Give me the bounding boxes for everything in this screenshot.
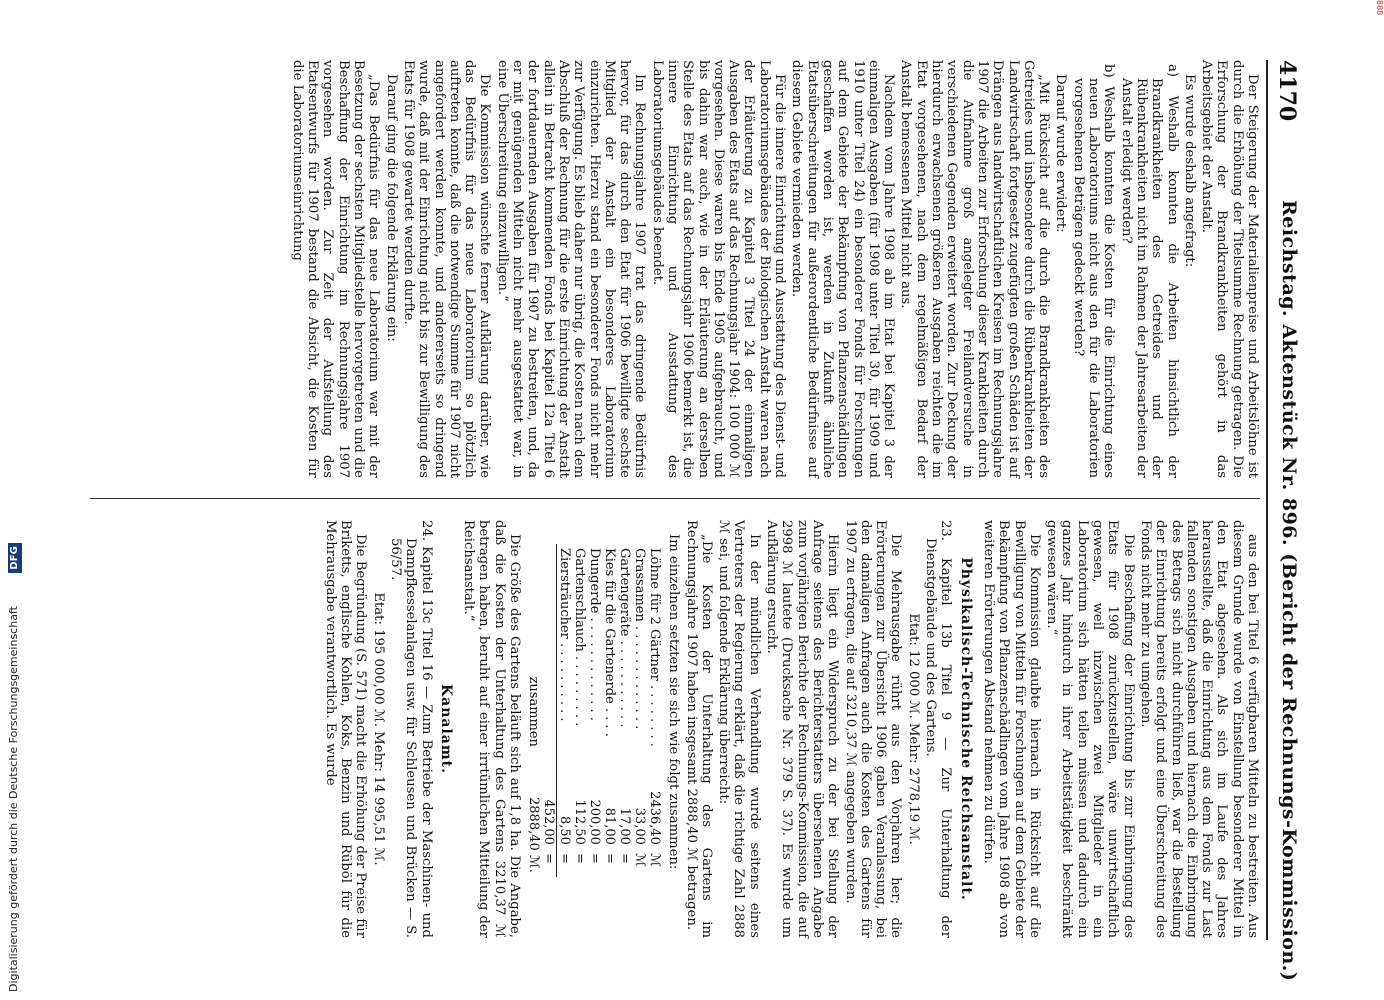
cost-label: Gartengeräte . . . . . . . . . . . [617, 548, 633, 728]
cost-row [632, 544, 647, 877]
cost-unit: = [572, 852, 588, 864]
cost-row [572, 544, 587, 877]
cost-row [602, 544, 617, 877]
cost-unit: = [587, 852, 603, 864]
paragraph: Im Rechnungsjahre 1907 trat das dringende Bedürfnis hervor, für das durch den Etat für 1906 bewilligte sechste Mitglied der Anstalt ein besonderes Laboratorium einzurichten. Hierzu stand ein besonderer Fonds nicht mehr zur Verfügung. Es blieb daher nur übrig, die Kosten nach dem Abschluß der Rechnung für die erste Einrichtung der Anstalt allein in Betracht kommenden Fonds bei Kapitel 12a Titel 6 der fortdauernden Ausgaben für 1907 zu bestreiten, und, da er mit genügenden Mitteln nicht mehr ausgestattet war, in eine Überschreitung einzuwilligen.“ [494, 60, 648, 478]
cost-amount: 17,00 [617, 807, 633, 845]
paragraph: „Die Kosten der Unterhaltung des Gartens im Rechnungsjahre 1907 haben insgesamt 2888,40 ℳ betragen. [683, 520, 714, 938]
cost-table [526, 544, 662, 877]
cost-unit: = [557, 852, 573, 864]
cost-label: Löhne für 2 Gärtner . . . . . . . . [647, 548, 663, 747]
section-heading: Kanalamt. [437, 683, 454, 775]
etat-line-23: Etat: 12 000 ℳ. Mehr: 2778,19 ℳ. [905, 613, 921, 845]
cost-unit: = [602, 852, 618, 864]
paragraph: Die Größe des Gartens beläuft sich auf 1,8 ha. Die Angabe, daß die Kosten der Unterhaltung des Gartens 3210,37 ℳ betragen haben, beruht auf einer irrtümlichen Mitteilung der Reichsanstalt.“ [461, 520, 523, 938]
paragraph: aus den bei Titel 6 verfügbaren Mitteln zu bestreiten. Aus diesem Grunde wurde von Einstellung besonderer Mittel in den Etat abgesehen. Als sich im Laufe des Jahres herausstellte, daß die Einrichtung aus dem Fonds zur Last fallenden sonstigen Ausgaben und hiernach die Einbringung des Betrags sich nicht durchführen ließ, war die Bestellung der Einrichtung bereits erfolgt und eine Überschreitung des Fonds nicht mehr zu umgehen. [1137, 520, 1260, 938]
header-rule [1266, 60, 1268, 940]
page-number: 4170 [1274, 60, 1300, 122]
paragraph: Der Steigerung der Materialienpreise und Arbeitslöhne ist durch die Erhöhung der Titelsumme Rechnung getragen. Die Erforschung der Brandkrankheiten gehört in das Arbeitsgebiet der Anstalt. [1199, 60, 1260, 478]
cost-row [617, 544, 632, 877]
cost-label: Ziersträucher . . . . . . . . . . [557, 548, 573, 722]
section-heading: Physikalisch-Technische Reichsanstalt. [957, 557, 974, 901]
column-divider [90, 498, 1260, 499]
corner-page-id: 888 [1375, 0, 1384, 16]
cost-amount: 81,00 [602, 807, 618, 845]
paragraph: Für die innere Einrichtung und Ausstattung des Dienst- und Laboratoriumsgebäudes der Biologischen Anstalt waren nach der Erläuterung zu Kapitel 3 Titel 24 der einmaligen Ausgaben des Etats auf das Rechnungsjahr 1904: 100 000 ℳ vorgesehen. Diese waren bis Ende 1905 aufgebraucht, und bis dahin war auch, wie in der Erläuterung an derselben Stelle des Etats auf das Rechnungsjahr 1906 bemerkt ist, die innere Einrichtung und Ausstattung des Laboratoriumsgebäudes beendet. [649, 60, 788, 478]
cost-amount: 200,00 [587, 799, 603, 845]
paragraph: Darauf ging die folgende Erklärung ein: [383, 74, 399, 342]
paragraph: Die Begründung (S. 571) macht die Erhöhung der Preise für Briketts, englische Kohlen, Koks, Benzin und Rüböl für die Mehrausgabe verantwortlich. Es wurde [322, 520, 369, 938]
rotated-document-page [82, 60, 1308, 982]
cost-unit: ℳ [632, 852, 648, 867]
cost-label: Grassamen . . . . . . . . . . . . . [632, 548, 648, 730]
total-label: zusammen [526, 676, 542, 747]
paragraph: „Das Bedürfnis für das neue Laboratorium war mit der Besetzung der sechsten Mitgliedstelle hervorgetreten und die Beschaffung der Einrichtung im Rechnungsjahre 1907 vorgesehen worden. Zur Zeit der Aufstellung des Etatsentwurfs für 1907 bestand die Absicht, die Kosten für die Laboratoriumseinrichtung [289, 60, 382, 478]
subtotal-amount: 452,00 [541, 751, 557, 849]
paragraph: Nachdem vom Jahre 1908 ab im Etat bei Kapitel 3 der einmaligen Ausgaben (für 1908 unter Titel 30, für 1909 und 1910 unter Titel 24) ein besonderer Fonds für Forschungen auf dem Gebiete der Bekämpfung von Pflanzenschädlingen geschaffen worden ist, werden in Zukunft ähnliche Etatsüberschreitungen für außerordentliche Bedürfnisse auf diesem Gebiete vermieden werden. [789, 60, 897, 478]
question-a: a) Weshalb konnten die Arbeiten hinsichtlich der Brandkrankheiten des Getreides und der Rübenkrankheiten nicht im Rahmen der Jahresarbeiten der Anstalt erledigt werden? [1118, 64, 1180, 478]
cost-unit: = [617, 852, 633, 864]
paragraph: Hierin liegt ein Widerspruch zu der bei Stellung der Anfrage seitens des Berichterstatters übersehenen Angabe zum vorjährigen Berichte der Rechnungs-Kommission, die auf 2998 ℳ lautete (Drucksache Nr. 379 S. 37). Es wurde um Aufklärung ersucht. [764, 520, 841, 938]
paragraph: Die Kommission wünschte ferner Aufklärung darüber, wie das Bedürfnis für das neue Laboratorium so plötzlich auftreten konnte, daß die notwendige Summe für 1907 nicht angefordert werden konnte, und andererseits so dringend wurde, daß mit der Einrichtung nicht bis zur Bewilligung des Etats für 1908 gewartet werden durfte. [400, 60, 493, 478]
right-column [320, 520, 1260, 938]
left-column [288, 60, 1260, 478]
dfg-logo: DFG [8, 543, 22, 572]
total-row [526, 544, 541, 877]
digitization-credit [4, 0, 24, 1000]
paragraph: Es wurde deshalb angefragt: [1181, 74, 1197, 268]
cost-row [557, 544, 573, 877]
subtotal-unit: = [541, 849, 557, 877]
cost-row [647, 544, 662, 877]
question-b: b) Weshalb konnten die Kosten für die Einrichtung eines neuen Laboratoriums nicht aus den für die Laboratorien vorgesehenen Beträgen gedeckt werden? [1070, 64, 1117, 478]
cost-label: Kies für die Gartenerde . . . . [602, 548, 618, 737]
cost-amount: 33,00 [632, 807, 648, 845]
cost-label: Gartenschlauch . . . . . . . . . [572, 548, 588, 727]
paragraph: Die Mehrausgabe rührt aus den Vorjahren her; die Erörterungen zur Übersicht 1906 gaben Veranlassung, bei den damaligen Anfragen auch die Kosten des Gartens für 1907 zu erfragen, die auf 3210,37 ℳ angegeben wurden. [842, 520, 904, 938]
paragraph: Im einzelnen setzten sie sich wie folgt zusammen: [666, 534, 682, 870]
cost-row [587, 544, 602, 877]
cost-unit: ℳ [647, 852, 663, 867]
cost-label: Dungerde . . . . . . . . . . . . . [587, 548, 603, 721]
paragraph: „Mit Rücksicht auf die durch die Brandkrankheiten des Getreides und insbesondere durch die Rübenkrankheiten der Landwirtschaft fortgesetzt zugefügten großen Schäden ist auf Drängen aus landwirtschaftlichen Kreisen im Rechnungsjahre 1907 die Arbeiten zur Erforschung dieser Krankheiten durch die Aufnahme groß angelegter Freilandversuche in verschiedenen Gegenden erweitert worden. Zur Deckung der hierdurch erwachsenen größeren Ausgaben reichten die im Etat vorgesehenen, nach dem regelmäßigen Bedarf der Anstalt bemessenen Mittel nicht aus. [898, 60, 1052, 478]
paragraph: Die Kommission glaubte hiernach in Rücksicht auf die Bewilligung von Mitteln für Forschungen auf dem Gebiete der Bekämpfung von Pflanzenschädlingen vom Jahre 1908 ab von weiteren Erörterungen Abstand nehmen zu dürfen. [980, 520, 1042, 938]
cost-amount: 112,50 [572, 799, 588, 845]
paragraph: Darauf wurde erwidert: [1053, 74, 1069, 233]
credit-text: Digitalisierung gefördert durch die Deutsche Forschungsgemeinschaft [7, 606, 20, 992]
total-amount: 2888,40 ℳ. [526, 797, 542, 873]
paragraph: Die Beschaffung der Einrichtung bis zur Einbringung des Etats für 1908 zurückzustellen, wäre unwirtschaftlich gewesen, weil inzwischen zwei Mitglieder in ein Laboratorium sich hätten teilen müssen und dadurch ein ganzes Jahr hindurch in ihrer Arbeitstätigkeit beschränkt gewesen wären.“ [1044, 520, 1136, 938]
cost-amount: 8,50 [557, 815, 573, 845]
paragraph: In der mündlichen Verhandlung wurde seitens eines Vertreters der Regierung erklärt, daß die richtige Zahl 2888 ℳ sei, und folgende Erklärung überreicht: [716, 520, 762, 938]
cost-amount: 2436,40 [647, 791, 663, 845]
subtotal-row [541, 544, 557, 877]
chapter-entry-23: 23. Kapitel 13b Titel 9 — Zur Unterhaltung der Dienstgebäude und des Gartens. [923, 520, 954, 938]
running-title: Reichstag. Aktenstück Nr. 896. (Bericht der Rechnungs-Kommission.) [1278, 200, 1300, 982]
running-header [1270, 60, 1308, 982]
etat-line-24: Etat: 195 000,00 ℳ. Mehr: 14 995,51 ℳ. [370, 592, 386, 866]
chapter-entry-24: 24. Kapitel 13c Titel 16 — Zum Betriebe der Maschinen- und Dampfkesselanlagen usw. für Schleusen und Brücken — S. 56/57. [387, 520, 434, 938]
